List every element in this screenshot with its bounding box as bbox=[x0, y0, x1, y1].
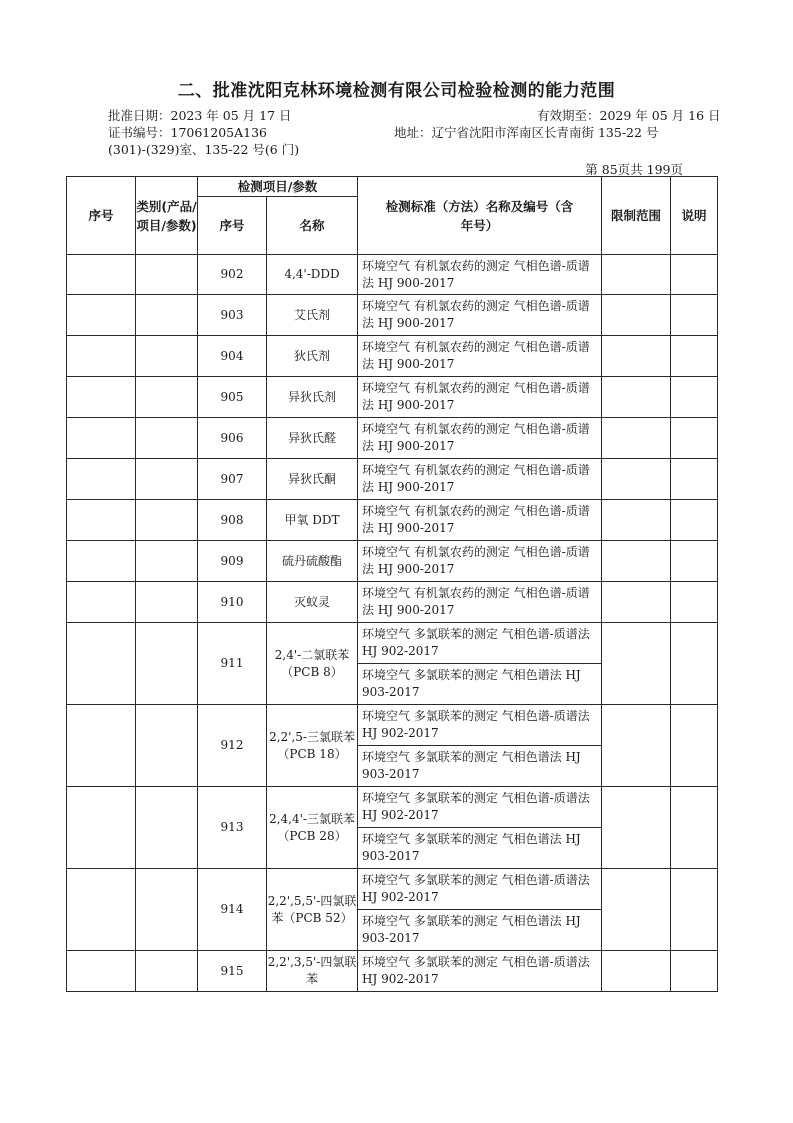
table-row bbox=[67, 255, 718, 295]
standard-cell: 环境空气 多氯联苯的测定 气相色谱法 HJ 903-2017 bbox=[358, 910, 602, 951]
limit-cell bbox=[602, 705, 671, 787]
item-name: 异狄氏酮 bbox=[267, 459, 358, 500]
table-row bbox=[67, 582, 718, 623]
standard-cell: 环境空气 有机氯农药的测定 气相色谱-质谱法 HJ 900-2017 bbox=[358, 255, 602, 295]
category-cell bbox=[136, 705, 198, 787]
category-cell bbox=[136, 295, 198, 336]
standard-cell: 环境空气 多氯联苯的测定 气相色谱-质谱法 HJ 902-2017 bbox=[358, 787, 602, 828]
item-number: 904 bbox=[198, 336, 267, 377]
table-row bbox=[67, 951, 718, 992]
category-cell bbox=[136, 582, 198, 623]
limit-cell bbox=[602, 459, 671, 500]
standard-cell: 环境空气 多氯联苯的测定 气相色谱法 HJ 903-2017 bbox=[358, 828, 602, 869]
item-number: 907 bbox=[198, 459, 267, 500]
table-row bbox=[67, 459, 718, 500]
limit-cell bbox=[602, 869, 671, 951]
standard-cell: 环境空气 多氯联苯的测定 气相色谱-质谱法 HJ 902-2017 bbox=[358, 869, 602, 910]
category-cell bbox=[136, 500, 198, 541]
table-row bbox=[67, 623, 718, 664]
approval-date: 批准日期：2023 年 05 月 17 日 bbox=[108, 108, 292, 123]
item-number: 905 bbox=[198, 377, 267, 418]
limit-cell bbox=[602, 377, 671, 418]
header-item-seq: 序号 bbox=[198, 197, 267, 255]
note-cell bbox=[671, 623, 718, 705]
limit-cell bbox=[602, 541, 671, 582]
note-cell bbox=[671, 459, 718, 500]
seq-cell bbox=[67, 541, 136, 582]
item-number: 913 bbox=[198, 787, 267, 869]
certificate-number: 证书编号：17061205A136 bbox=[108, 125, 268, 140]
note-cell bbox=[671, 336, 718, 377]
note-cell bbox=[671, 500, 718, 541]
seq-cell bbox=[67, 582, 136, 623]
header-limit: 限制范围 bbox=[602, 177, 671, 255]
standard-cell: 环境空气 多氯联苯的测定 气相色谱-质谱法 HJ 902-2017 bbox=[358, 705, 602, 746]
item-number: 910 bbox=[198, 582, 267, 623]
limit-cell bbox=[602, 582, 671, 623]
seq-cell bbox=[67, 418, 136, 459]
seq-cell bbox=[67, 255, 136, 295]
seq-cell bbox=[67, 951, 136, 992]
item-name: 灭蚁灵 bbox=[267, 582, 358, 623]
table-row bbox=[67, 336, 718, 377]
note-cell bbox=[671, 255, 718, 295]
item-number: 915 bbox=[198, 951, 267, 992]
header-note: 说明 bbox=[671, 177, 718, 255]
standard-cell: 环境空气 多氯联苯的测定 气相色谱法 HJ 903-2017 bbox=[358, 746, 602, 787]
item-number: 911 bbox=[198, 623, 267, 705]
standard-cell: 环境空气 有机氯农药的测定 气相色谱-质谱法 HJ 900-2017 bbox=[358, 541, 602, 582]
item-number: 902 bbox=[198, 255, 267, 295]
seq-cell bbox=[67, 500, 136, 541]
limit-cell bbox=[602, 336, 671, 377]
capability-table bbox=[66, 176, 718, 992]
category-cell bbox=[136, 336, 198, 377]
table-row bbox=[67, 377, 718, 418]
note-cell bbox=[671, 951, 718, 992]
header-standard: 检测标准（方法）名称及编号（含年号） bbox=[358, 177, 602, 255]
item-name: 2,2',5,5'-四氯联苯（PCB 52） bbox=[267, 869, 358, 951]
standard-cell: 环境空气 有机氯农药的测定 气相色谱-质谱法 HJ 900-2017 bbox=[358, 500, 602, 541]
standard-cell: 环境空气 有机氯农药的测定 气相色谱-质谱法 HJ 900-2017 bbox=[358, 459, 602, 500]
note-cell bbox=[671, 418, 718, 459]
standard-cell: 环境空气 多氯联苯的测定 气相色谱-质谱法 HJ 902-2017 bbox=[358, 951, 602, 992]
valid-until: 有效期至：2029 年 05 月 16 日 bbox=[537, 108, 721, 123]
seq-cell bbox=[67, 623, 136, 705]
standard-cell: 环境空气 有机氯农药的测定 气相色谱-质谱法 HJ 900-2017 bbox=[358, 295, 602, 336]
item-name: 2,2',5-三氯联苯（PCB 18） bbox=[267, 705, 358, 787]
item-name: 异狄氏剂 bbox=[267, 377, 358, 418]
category-cell bbox=[136, 623, 198, 705]
seq-cell bbox=[67, 705, 136, 787]
table-row bbox=[67, 869, 718, 910]
category-cell bbox=[136, 418, 198, 459]
note-cell bbox=[671, 377, 718, 418]
table-row bbox=[67, 541, 718, 582]
seq-cell bbox=[67, 336, 136, 377]
item-name: 异狄氏醛 bbox=[267, 418, 358, 459]
category-cell bbox=[136, 869, 198, 951]
table-row bbox=[67, 295, 718, 336]
item-name: 2,4,4'-三氯联苯（PCB 28） bbox=[267, 787, 358, 869]
standard-cell: 环境空气 有机氯农药的测定 气相色谱-质谱法 HJ 900-2017 bbox=[358, 377, 602, 418]
table-row bbox=[67, 500, 718, 541]
header-item-name: 名称 bbox=[267, 197, 358, 255]
note-cell bbox=[671, 582, 718, 623]
standard-cell: 环境空气 多氯联苯的测定 气相色谱-质谱法 HJ 902-2017 bbox=[358, 623, 602, 664]
standard-cell: 环境空气 有机氯农药的测定 气相色谱-质谱法 HJ 900-2017 bbox=[358, 418, 602, 459]
note-cell bbox=[671, 295, 718, 336]
note-cell bbox=[671, 787, 718, 869]
limit-cell bbox=[602, 295, 671, 336]
seq-cell bbox=[67, 377, 136, 418]
standard-cell: 环境空气 多氯联苯的测定 气相色谱法 HJ 903-2017 bbox=[358, 664, 602, 705]
seq-cell bbox=[67, 869, 136, 951]
item-name: 硫丹硫酸酯 bbox=[267, 541, 358, 582]
item-name: 2,2',3,5'-四氯联苯 bbox=[267, 951, 358, 992]
item-name: 4,4'-DDD bbox=[267, 255, 358, 295]
address: 地址：辽宁省沈阳市浑南区长青南街 135-22 号 bbox=[394, 125, 659, 140]
note-cell bbox=[671, 869, 718, 951]
category-cell bbox=[136, 787, 198, 869]
item-number: 908 bbox=[198, 500, 267, 541]
note-cell bbox=[671, 541, 718, 582]
limit-cell bbox=[602, 951, 671, 992]
table-row bbox=[67, 418, 718, 459]
category-cell bbox=[136, 377, 198, 418]
item-number: 914 bbox=[198, 869, 267, 951]
limit-cell bbox=[602, 255, 671, 295]
table-row bbox=[67, 705, 718, 746]
limit-cell bbox=[602, 787, 671, 869]
seq-cell bbox=[67, 459, 136, 500]
standard-cell: 环境空气 有机氯农药的测定 气相色谱-质谱法 HJ 900-2017 bbox=[358, 582, 602, 623]
standard-cell: 环境空气 有机氯农药的测定 气相色谱-质谱法 HJ 900-2017 bbox=[358, 336, 602, 377]
note-cell bbox=[671, 705, 718, 787]
category-cell bbox=[136, 255, 198, 295]
page-number: 第 85页共 199页 bbox=[585, 162, 683, 177]
item-name: 2,4'-二氯联苯（PCB 8） bbox=[267, 623, 358, 705]
seq-cell bbox=[67, 295, 136, 336]
item-number: 906 bbox=[198, 418, 267, 459]
limit-cell bbox=[602, 418, 671, 459]
category-cell bbox=[136, 541, 198, 582]
category-cell bbox=[136, 951, 198, 992]
item-number: 912 bbox=[198, 705, 267, 787]
seq-cell bbox=[67, 787, 136, 869]
item-number: 903 bbox=[198, 295, 267, 336]
address-continued: (301)-(329)室、135-22 号(6 门) bbox=[108, 142, 300, 157]
item-name: 甲氧 DDT bbox=[267, 500, 358, 541]
table-row bbox=[67, 787, 718, 828]
header-seq: 序号 bbox=[67, 177, 136, 255]
header-category: 类别(产品/项目/参数) bbox=[136, 177, 198, 255]
item-name: 艾氏剂 bbox=[267, 295, 358, 336]
header-item-group: 检测项目/参数 bbox=[198, 177, 358, 197]
limit-cell bbox=[602, 500, 671, 541]
item-number: 909 bbox=[198, 541, 267, 582]
category-cell bbox=[136, 459, 198, 500]
limit-cell bbox=[602, 623, 671, 705]
page-title: 二、批准沈阳克林环境检测有限公司检验检测的能力范围 bbox=[177, 81, 616, 101]
item-name: 狄氏剂 bbox=[267, 336, 358, 377]
table-body bbox=[67, 255, 718, 992]
